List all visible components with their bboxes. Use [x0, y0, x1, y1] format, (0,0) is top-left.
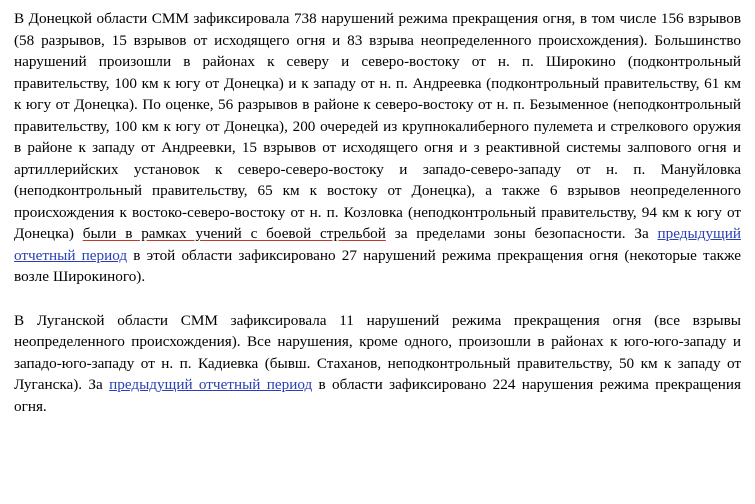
- paragraph-text: в этой области зафиксировано 27 нарушений режима прекращения огня (некоторые также возле Широкиного).: [14, 246, 741, 285]
- annotated-phrase: были в рамках учений с боевой стрельбой: [82, 225, 386, 242]
- reporting-period-link[interactable]: предыдущий отчетный период: [109, 376, 313, 393]
- paragraph-text: в области зафиксировано 224 нарушения режима прекращения огня.: [14, 376, 741, 415]
- paragraph-text: за пределами зоны безопасности. За: [385, 225, 658, 242]
- paragraph-luhansk: [14, 310, 741, 418]
- paragraph-text: В Донецкой области СММ зафиксировала 738 нарушений режима прекращения огня, в том числе 156 взрывов (58 разрывов, 15 взрывов от исходящего огня и 83 взрыва неопределенного происхождения). Большинство нарушений произошли в районах к северу и северо-востоку от н. п. Широкино (подконтрольный правительству, 100 км к югу от Донецка) и к западу от н. п. Андреевка (подконтрольный правительству, 61 км к югу от Донецка). По оценке, 56 разрывов в районе к северо-востоку от н. п. Безыменное (неподконтрольный правительству, 100 км к югу от Донецка), 200 очередей из крупнокалиберного пулемета и стрелкового оружия в районе к западу от Андреевки, 15 взрывов от исходящего огня и з реактивной системы залпового огня и артиллерийских установок к северо-северо-востоку и западо-северо-западу от н. п. Мануйловка (неподконтрольный правительству, 65 км к востоку от Донецка), а также 6 взрывов неопределенного происхождения к востоко-северо-востоку от н. п. Козловка (неподконтрольный правительству, 94 км к югу от Донецка): [14, 10, 741, 242]
- paragraph-text: В Луганской области СММ зафиксировала 11 нарушений режима прекращения огня (все взрывы неопределенного происхождения). Все нарушения, кроме одного, произошли в районах к юго-юго-западу и западо-юго-западу от н. п. Кадиевка (бывш. Стаханов, неподконтрольный правительству, 50 км к западу от Луганска). За: [14, 311, 741, 393]
- reporting-period-link[interactable]: предыдущий отчетный период: [14, 225, 741, 264]
- paragraph-donetsk: [14, 8, 741, 288]
